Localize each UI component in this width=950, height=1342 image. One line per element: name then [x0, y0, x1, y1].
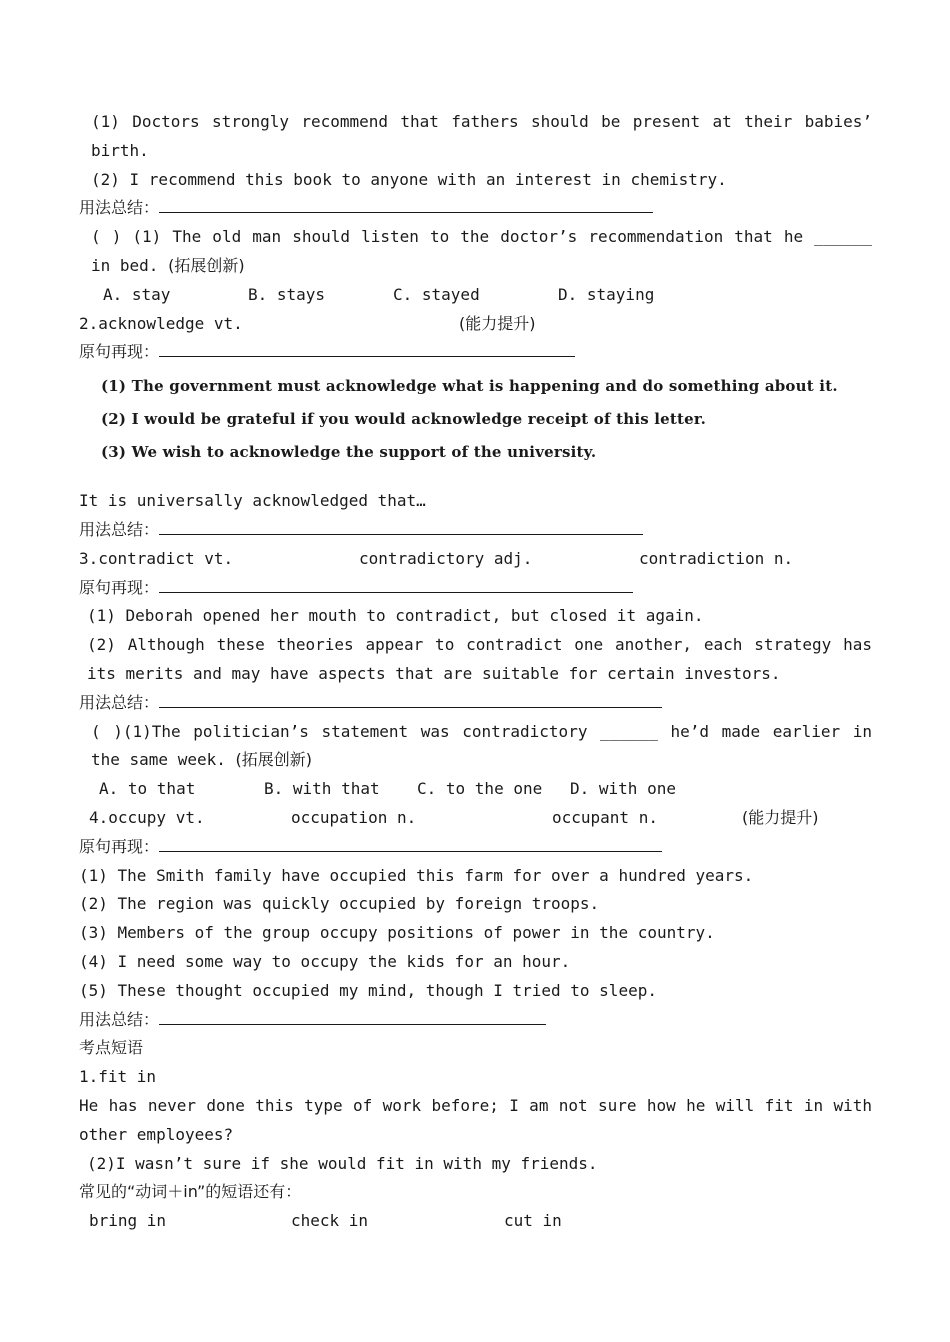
question-tag: (拓展创新)	[235, 750, 312, 770]
example-sentence: (4) I need some way to occupy the kids for an hour.	[79, 951, 571, 971]
common-phrase: check in	[291, 1211, 369, 1231]
answer-blank[interactable]	[159, 574, 633, 593]
word-heading-row	[79, 804, 872, 833]
example-sentence: (2) The region was quickly occupied by foreign troops.	[79, 894, 600, 914]
example-sentence: (1) Doctors strongly recommend that fathers should be present at their babies’ birth.	[91, 112, 872, 160]
answer-blank[interactable]	[159, 689, 662, 708]
option-d[interactable]: D. staying	[558, 284, 655, 304]
phrase-item: 1.fit in	[79, 1067, 157, 1087]
options-row	[79, 281, 872, 310]
worksheet-page	[79, 108, 872, 1236]
example-sentence: (2) I recommend this book to anyone with an interest in chemistry.	[91, 169, 727, 189]
example-sentence: He has never done this type of work before; I am not sure how he will fit in with other employees?	[79, 1095, 872, 1144]
word-heading: 4.occupy vt.	[89, 807, 205, 827]
pattern-sentence: It is universally acknowledged that…	[79, 491, 426, 511]
common-phrases-label: 常见的“动词＋in”的短语还有：	[79, 1182, 302, 1202]
phrases-heading: 考点短语	[79, 1038, 144, 1058]
recall-row	[79, 574, 872, 603]
options-row	[79, 775, 872, 804]
question-text: ( )(1)The politician’s statement was contradictory ______ he’d made earlier in the same week.	[91, 721, 872, 770]
question-text: (1) The old man should listen to the doctor’s recommendation that he ______ in bed.	[91, 227, 872, 275]
usage-summary-row	[79, 689, 872, 718]
example-sentence: (5) These thought occupied my mind, though I tried to sleep.	[79, 980, 657, 1000]
answer-blank[interactable]	[159, 516, 643, 535]
usage-summary-row	[79, 194, 872, 223]
option-c[interactable]: C. stayed	[393, 284, 480, 304]
word-heading: 3.contradict vt.	[79, 548, 234, 568]
usage-summary-label: 用法总结：	[79, 519, 160, 539]
usage-summary-label: 用法总结：	[79, 198, 160, 218]
bold-example: (3) We wish to acknowledge the support of the university.	[101, 443, 597, 462]
option-b[interactable]: B. with that	[264, 779, 380, 799]
usage-summary-label: 用法总结：	[79, 1009, 160, 1029]
common-phrase: bring in	[89, 1211, 167, 1231]
answer-blank[interactable]	[159, 1006, 546, 1025]
recall-label: 原句再现：	[79, 577, 160, 597]
example-sentence: (1) Deborah opened her mouth to contradict, but closed it again.	[87, 606, 704, 626]
bold-example: (1) The government must acknowledge what is happening and do something about it.	[101, 377, 838, 396]
option-a[interactable]: A. to that	[99, 779, 196, 799]
answer-bracket[interactable]: ( )	[91, 227, 122, 247]
word-heading: 2.acknowledge vt.	[79, 313, 243, 333]
answer-blank[interactable]	[159, 338, 575, 357]
answer-blank[interactable]	[159, 833, 662, 852]
word-form: occupant n.	[552, 807, 658, 827]
option-c[interactable]: C. to the one	[417, 779, 543, 799]
option-b[interactable]: B. stays	[248, 284, 326, 304]
usage-summary-row	[79, 516, 872, 545]
question-tag: (拓展创新)	[168, 255, 245, 275]
word-heading-row	[79, 545, 872, 574]
section-tag: (能力提升)	[459, 313, 536, 333]
common-phrases-row	[79, 1207, 872, 1236]
example-sentence: (2)I wasn’t sure if she would fit in with my friends.	[87, 1153, 598, 1173]
question	[79, 223, 872, 281]
option-a[interactable]: A. stay	[103, 284, 171, 304]
answer-blank[interactable]	[159, 194, 653, 213]
example-sentence: (1) The Smith family have occupied this farm for over a hundred years.	[79, 865, 754, 885]
bold-example-block	[79, 367, 872, 487]
bold-example: (2) I would be grateful if you would acknowledge receipt of this letter.	[101, 410, 707, 429]
example-sentence: (2) Although these theories appear to contradict one another, each strategy has its merits and may have aspects that are suitable for certain investors.	[87, 635, 872, 683]
question	[79, 718, 872, 776]
recall-label: 原句再现：	[79, 342, 160, 362]
example-sentence: (3) Members of the group occupy positions of power in the country.	[79, 923, 715, 943]
word-form: contradictory adj.	[359, 548, 533, 568]
section-tag: (能力提升)	[742, 807, 819, 827]
recall-row	[79, 833, 872, 862]
usage-summary-label: 用法总结：	[79, 692, 160, 712]
option-d[interactable]: D. with one	[570, 779, 676, 799]
recall-label: 原句再现：	[79, 836, 160, 856]
word-form: contradiction n.	[639, 548, 794, 568]
recall-row	[79, 338, 872, 367]
word-form: occupation n.	[291, 807, 417, 827]
common-phrase: cut in	[504, 1211, 562, 1231]
usage-summary-row	[79, 1006, 872, 1035]
word-heading-row	[79, 310, 872, 339]
